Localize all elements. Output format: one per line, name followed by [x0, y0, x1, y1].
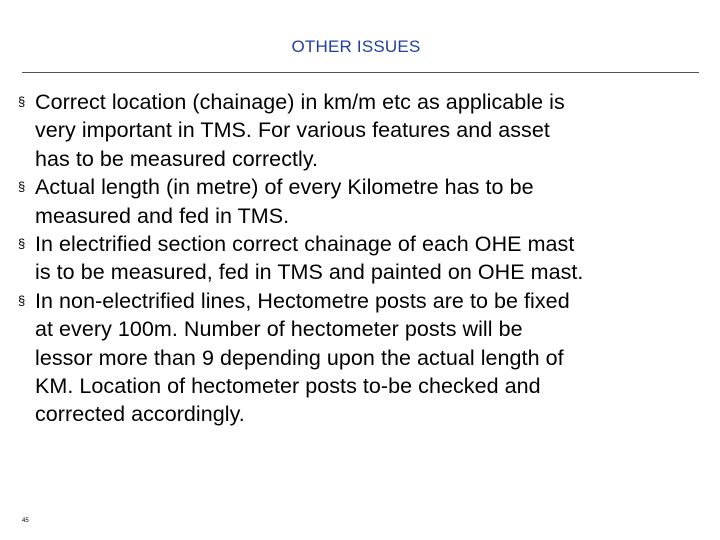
page-number: 45 [22, 518, 29, 524]
bullet-text: Actual length (in metre) of every Kilometre has to be measured and fed in TMS. [35, 175, 534, 228]
bullet-item-3 [16, 230, 706, 287]
bullet-item-4 [16, 287, 706, 429]
bullet-item-2 [16, 173, 706, 230]
bullet-text: Correct location (chainage) in km/m etc as applicable is very important in TMS. For various features and asset has to be measured correctly. [35, 90, 565, 171]
title-divider [22, 72, 699, 73]
bullet-marker-icon: § [18, 179, 26, 195]
bullet-marker-icon: § [18, 292, 26, 308]
bullet-text: In non-electrified lines, Hectometre posts are to be fixed at every 100m. Number of hectometer posts will be lessor more than 9 depending upon the actual length of KM. Location of hectometer posts to-be checked and corrected accordingly. [35, 288, 570, 427]
bullet-marker-icon: § [18, 94, 26, 109]
bullet-marker-icon: § [18, 236, 26, 252]
bullet-item-1 [16, 88, 706, 173]
bullet-text: In electrified section correct chainage of each OHE mast is to be measured, fed in TMS and painted on OHE mast. [35, 232, 584, 285]
slide-title: OTHER ISSUES [291, 37, 421, 56]
bullet-list [16, 88, 706, 429]
